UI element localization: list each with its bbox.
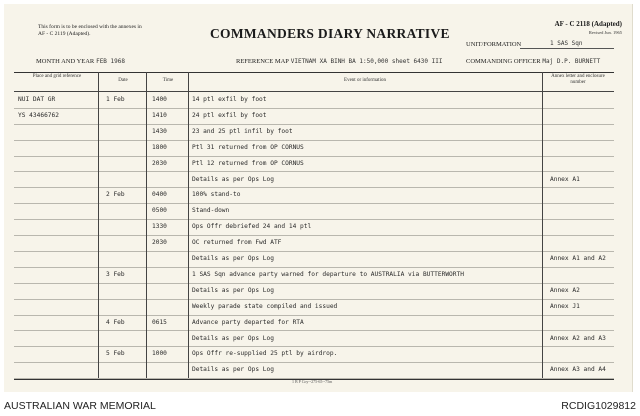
cell-date: 3 Feb <box>106 270 125 278</box>
table-row <box>14 92 614 109</box>
co-label: COMMANDING OFFICER <box>466 58 541 65</box>
cell-date: 5 Feb <box>106 350 125 358</box>
cell-time: 2030 <box>152 239 167 247</box>
column-place: Place and grid reference <box>32 74 82 79</box>
cell-event: Ptl 12 returned from OP CORNUS <box>192 159 304 167</box>
cell-date: 4 Feb <box>106 318 125 326</box>
print-note: 1 B P Coy--275-65--75m <box>292 379 333 384</box>
cell-event: Details as per Ops Log <box>192 286 274 294</box>
cell-event: Details as per Ops Log <box>192 175 274 183</box>
cell-time: 1800 <box>152 143 167 151</box>
cell-event: 24 ptl exfil by foot <box>192 111 267 119</box>
cell-time: 0615 <box>152 318 167 326</box>
cell-time: 1430 <box>152 127 167 135</box>
column-divider <box>146 72 147 378</box>
table-row <box>14 235 614 252</box>
table-row <box>14 140 614 157</box>
column-annex: Annex letter and enclosure number <box>551 74 605 85</box>
column-time: Time <box>162 78 174 83</box>
cell-time: 1330 <box>152 223 167 231</box>
cell-time: 1000 <box>152 350 167 358</box>
cell-time: 1400 <box>152 96 167 103</box>
record-id: RCDIG1029812 <box>561 400 636 412</box>
column-divider <box>542 72 543 378</box>
cell-event: OC returned from Fwd ATF <box>192 239 282 247</box>
column-date: Date <box>118 78 128 83</box>
cell-event: Details as per Ops Log <box>192 366 274 374</box>
cell-event: Ptl 31 returned from OP CORNUS <box>192 143 304 151</box>
table-row <box>14 156 614 173</box>
table-row <box>14 203 614 220</box>
cell-date: 1 Feb <box>106 96 125 103</box>
cell-time: 2030 <box>152 159 167 167</box>
enclosure-note: This form is to be enclosed with the annexes in AF - C 2119 (Adapted). <box>38 24 142 37</box>
archive-caption: AUSTRALIAN WAR MEMORIAL <box>4 400 156 412</box>
unit-underline <box>520 48 614 49</box>
table-row <box>14 172 614 189</box>
cell-event: Stand-down <box>192 207 230 215</box>
cell-place: NUI DAT GR <box>18 96 56 103</box>
cell-event: 100% stand-to <box>192 191 241 199</box>
table-row <box>14 267 614 284</box>
table-row <box>14 219 614 236</box>
cell-event: 1 SAS Sqn advance party warned for departure to AUSTRALIA via BUTTERWORTH <box>192 270 464 278</box>
cell-event: 14 ptl exfil by foot <box>192 96 267 103</box>
cell-event: Weekly parade state compiled and issued <box>192 302 338 310</box>
cell-annex: Annex A2 and A3 <box>550 334 606 342</box>
cell-time: 1410 <box>152 111 167 119</box>
table-row <box>14 331 614 348</box>
cell-annex: Annex J1 <box>550 302 580 310</box>
table-row <box>14 362 614 379</box>
page-title: COMMANDERS DIARY NARRATIVE <box>210 26 450 41</box>
cell-event: Details as per Ops Log <box>192 255 274 262</box>
co-value: Maj D.P. BURNETT <box>542 58 601 65</box>
cell-annex: Annex A1 <box>550 175 580 183</box>
table-row <box>14 124 614 141</box>
table-row <box>14 108 614 125</box>
month-year-field <box>36 58 125 65</box>
map-value: VIETNAM XA BINH BA 1:50,000 sheet 6430 III <box>290 58 443 65</box>
column-divider <box>98 72 99 378</box>
month-value: FEB 1968 <box>96 58 125 65</box>
cell-time: 0400 <box>152 191 167 199</box>
table-row <box>14 315 614 332</box>
cell-date: 2 Feb <box>106 191 125 199</box>
month-label: MONTH AND YEAR <box>36 58 95 65</box>
cell-annex: Annex A1 and A2 <box>550 255 606 262</box>
table-row <box>14 251 614 268</box>
reference-map-field <box>236 58 442 65</box>
cell-place: YS 43466762 <box>18 111 59 119</box>
column-event: Event or information <box>344 78 386 83</box>
cell-annex: Annex A3 and A4 <box>550 366 606 374</box>
column-divider <box>188 72 189 378</box>
cell-time: 0500 <box>152 207 167 215</box>
table-row <box>14 283 614 300</box>
cell-event: Ops Offr debriefed 24 and 14 ptl <box>192 223 312 231</box>
map-label: REFERENCE MAP <box>236 58 289 65</box>
cell-event: Ops Offr re-supplied 25 ptl by airdrop. <box>192 350 338 358</box>
cell-event: Advance party departed for RTA <box>192 318 304 326</box>
form-number: AF - C 2118 (Adapted) <box>554 20 622 28</box>
cell-event: 23 and 25 ptl infil by foot <box>192 127 293 135</box>
table-row <box>14 346 614 363</box>
cell-annex: Annex A2 <box>550 286 580 294</box>
commanding-officer-field <box>466 58 600 65</box>
unit-label: UNIT/FORMATION <box>466 41 522 48</box>
revised-date: Revised Jun. 1965 <box>588 30 622 35</box>
table-row <box>14 187 614 204</box>
unit-value: 1 SAS Sqn <box>550 40 583 47</box>
table-row <box>14 299 614 316</box>
cell-event: Details as per Ops Log <box>192 334 274 342</box>
